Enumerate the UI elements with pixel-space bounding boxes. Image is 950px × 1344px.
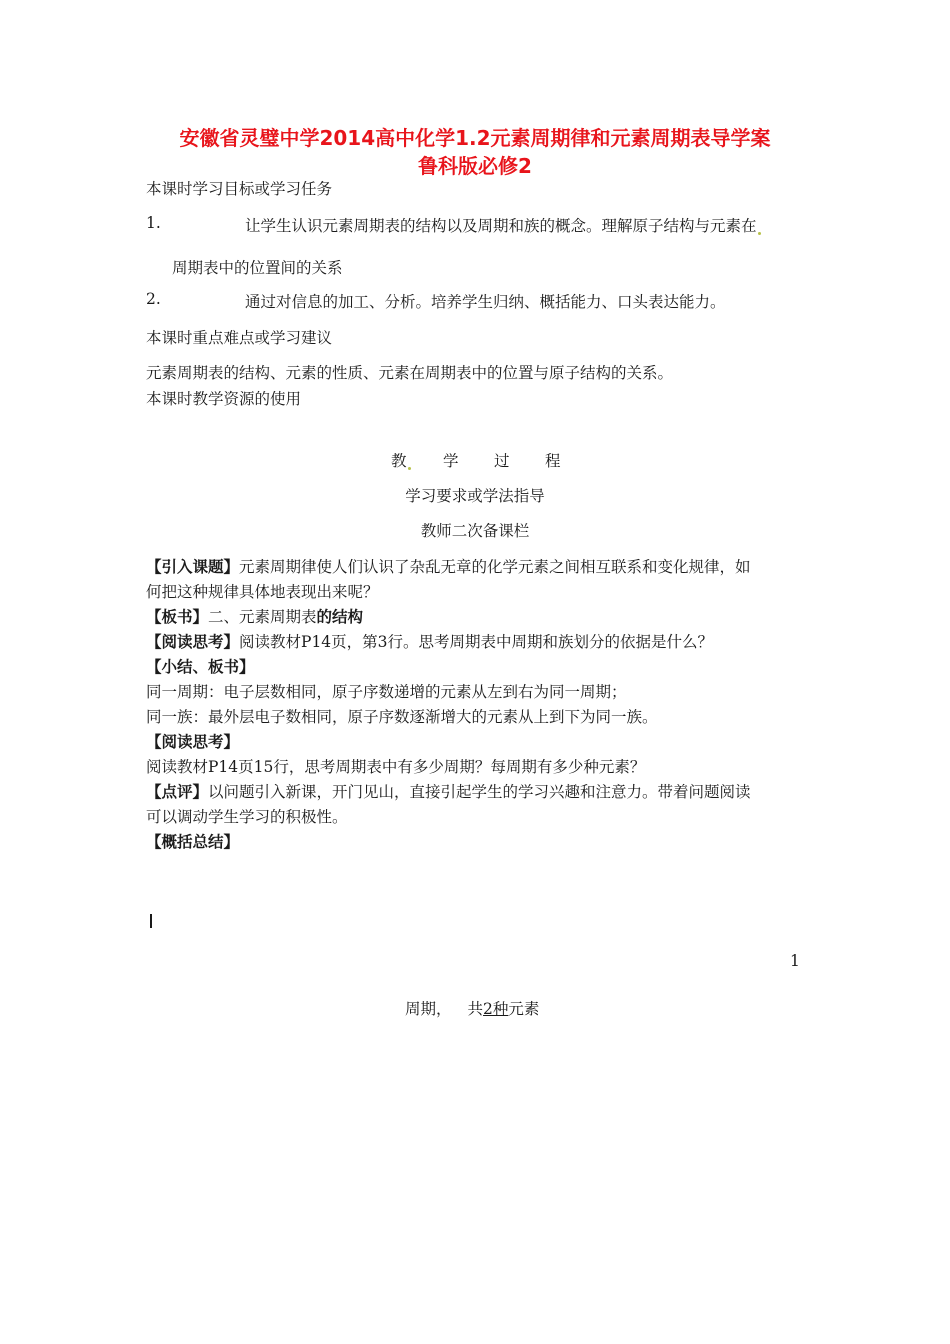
page-number: 1 <box>790 952 800 970</box>
objective-1-text: 让学生认识元素周期表的结构以及周期和族的概念。理解原子结构与元素在 <box>245 214 761 236</box>
objective-1-continuation: 周期表中的位置间的关系 <box>172 259 343 277</box>
mark-dot <box>408 467 411 470</box>
doc-title-line1: 安徽省灵璧中学2014高中化学1.2元素周期律和元素周期表导学案 <box>179 126 771 150</box>
key-points-heading: 本课时重点难点或学习建议 <box>146 329 333 347</box>
objectives-heading: 本课时学习目标或学习任务 <box>146 180 333 198</box>
doc-title-line2: 鲁科版必修2 <box>418 154 532 178</box>
key-points-text: 元素周期表的结构、元素的性质、元素在周期表中的位置与原子结构的关系。 <box>146 364 674 382</box>
intro-line-1: 【引入课题】元素周期律使人们认识了杂乱无章的化学元素之间相互联系和变化规律，如 <box>146 557 751 576</box>
board-line: 【板书】二、元素周期表的结构 <box>146 607 364 626</box>
summary-heading: 【小结、板书】 <box>146 657 255 676</box>
summary-line-1: 同一周期：电子层数相同，原子序数递增的元素从左到右为同一周期； <box>146 683 627 701</box>
read-think-heading-2: 【阅读思考】 <box>146 732 240 751</box>
resources-heading: 本课时教学资源的使用 <box>146 390 302 408</box>
objective-2-number: 2. <box>146 290 161 308</box>
teacher-heading: 教师二次备课栏 <box>420 522 530 540</box>
comment-line-2: 可以调动学生学习的积极性。 <box>146 808 348 826</box>
footer-line: 周期， 共2种元素 <box>405 1000 540 1018</box>
read-think-text-2: 阅读教材P14页15行，思考周期表中有多少周期？每周期有多少种元素？ <box>146 758 646 776</box>
mark-dot <box>758 232 761 235</box>
objective-1-number: 1. <box>146 214 161 232</box>
objective-2-text: 通过对信息的加工、分析。培养学生归纳、概括能力、口头表达能力。 <box>245 293 726 311</box>
guide-heading: 学习要求或学法指导 <box>405 487 545 505</box>
text-cursor <box>150 914 152 928</box>
process-char-4: 程 <box>545 452 561 470</box>
process-char-3: 过 <box>494 452 510 470</box>
intro-line-2: 何把这种规律具体地表现出来呢？ <box>146 583 379 601</box>
process-char-1: 教 <box>391 449 411 471</box>
conclusion-heading: 【概括总结】 <box>146 832 240 851</box>
comment-line-1: 【点评】以问题引入新课，开门见山，直接引起学生的学习兴趣和注意力。带着问题阅读 <box>146 782 751 801</box>
read-think-line: 【阅读思考】阅读教材P14页，第3行。思考周期表中周期和族划分的依据是什么？ <box>146 632 714 651</box>
process-char-2: 学 <box>443 452 459 470</box>
summary-line-2: 同一族：最外层电子数相同，原子序数逐渐增大的元素从上到下为同一族。 <box>146 708 658 726</box>
